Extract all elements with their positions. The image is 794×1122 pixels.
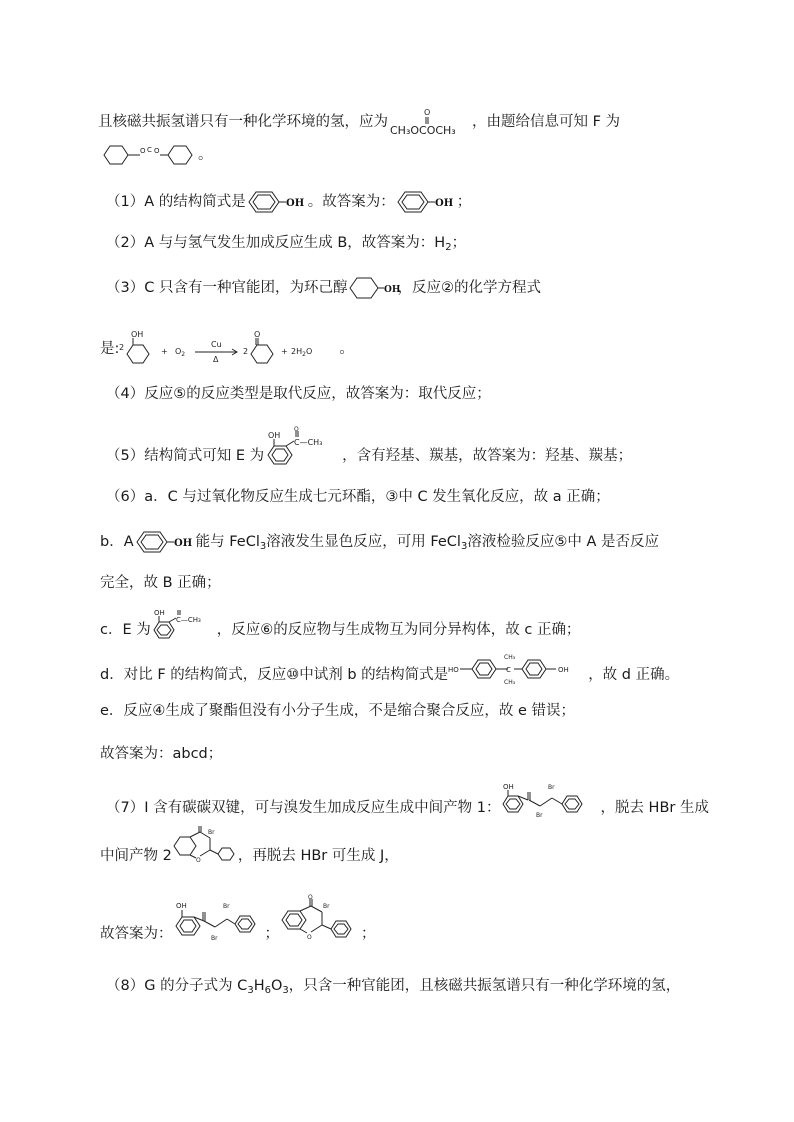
answer-intermediate-1 [173, 896, 265, 944]
q7-line-2 [100, 824, 399, 868]
ans-i1-oh: OH [175, 902, 187, 910]
q6-b-text-5: 完全，故 B 正确； [100, 575, 221, 591]
q1-text-2: 。故答案为： [307, 194, 395, 210]
phenol-structure-answer [395, 189, 457, 215]
q8-sub-3: 3 [282, 985, 289, 996]
q2-sub: 2 [445, 242, 452, 253]
d-ch3-bottom: CH₃ [504, 679, 516, 686]
cyclohexanol-oh: OH [384, 285, 401, 295]
q6-d-text-1: d．对比 F 的结构简式，反应⑩中试剂 b 的结构简式是 [100, 667, 449, 683]
q5-text-1: （5）结构简式可知 E 为 [106, 448, 265, 464]
q6-b-text-1: b．A [100, 534, 134, 550]
intro-line [98, 106, 620, 138]
q3-text-3: 是: [100, 341, 120, 357]
phenol-oh: OH [285, 198, 304, 209]
q8-sub-2: 6 [264, 985, 271, 996]
q6-b-sub-2: 3 [460, 541, 468, 552]
q7-text-2: ，脱去 HBr 生成 [600, 800, 709, 816]
hydroxyacetophenone-structure-c [151, 607, 217, 641]
q7-line [106, 780, 709, 820]
f-o2: O [154, 147, 160, 155]
q8-text-2: H [253, 978, 265, 994]
oxidation-equation [119, 328, 339, 370]
q2-text: （2）A 与与氢气发生加成反应生成 B，故答案为：H [106, 235, 446, 251]
q7-text-1: （7）I 含有碳碳双键，可与溴发生加成反应生成中间产物 1： [106, 800, 501, 816]
q6-answer: 故答案为：abcd； [100, 746, 223, 762]
q6-b-text-2: 能与 FeCl [195, 534, 260, 550]
i1-oh: OH [503, 783, 515, 791]
e-carbonyl-o: O [294, 426, 299, 433]
i1-br-2: Br [548, 784, 556, 791]
q7-answer-line [100, 896, 376, 946]
intermediate-2-structure [172, 824, 238, 868]
q6-b-cont-line [100, 572, 221, 594]
q6-b-line [100, 529, 659, 555]
q7-text-4: ，再脱去 HBr 可生成 J， [237, 848, 399, 864]
q5-text-2: ，含有羟基、羰基，故答案为：羟基、羰基； [342, 448, 633, 464]
methyl-carbonate-structure [388, 106, 472, 138]
q6-e-line [100, 700, 575, 722]
eq-ketone-o: O [254, 330, 261, 339]
eq-reactant-oh: OH [131, 330, 144, 339]
intro-text-1: 且核磁共振氢谱只有一种化学环境的氢，应为 [98, 114, 388, 130]
q6-b-text-3: 溶液发生显色反应，可用 FeCl [266, 534, 461, 550]
d-c: C [506, 666, 512, 674]
ester-formula: CH₃OCOCH₃ [390, 124, 456, 137]
i1-br-1: Br [536, 812, 544, 819]
ans-i1-br-1: Br [210, 935, 218, 942]
q6-b-text-4: 溶液检验反应⑤中 A 是否反应 [467, 534, 659, 550]
q3-line [106, 275, 541, 301]
q7-separator: ； [264, 926, 279, 942]
i2-br: Br [207, 829, 215, 836]
hydroxyacetophenone-structure [264, 428, 342, 468]
q1-end: ； [456, 194, 472, 210]
eq-catalyst: Cu [211, 340, 223, 349]
q2-line [106, 232, 466, 254]
eq-o2: $O_2$ [175, 347, 186, 358]
eq-heat: Δ [213, 355, 219, 364]
q8-text-4: ，只含一种官能团，且核磁共振氢谱只有一种化学环境的氢， [288, 978, 681, 994]
f-structure-line [100, 142, 213, 168]
q1-line [106, 189, 471, 215]
f-end-mark: 。 [198, 147, 213, 163]
phenol-answer-oh: OH [434, 198, 453, 209]
intermediate-1-structure [500, 780, 600, 820]
d-ch3-top: CH₃ [504, 654, 516, 661]
phenol-structure [246, 189, 308, 215]
ans-i2-br: Br [323, 903, 330, 910]
eq-plus-1: + [161, 347, 169, 356]
q4-text: （4）反应⑤的反应类型是取代反应，故答案为：取代反应； [106, 386, 491, 402]
e-acetyl: C—CH₃ [294, 438, 323, 447]
q7-answer-label: 故答案为： [100, 926, 173, 942]
c-acetyl: C—CH₃ [175, 616, 201, 624]
ans-i1-br-2: Br [222, 903, 230, 910]
intro-text-2: ，由题给信息可知 F 为 [472, 114, 621, 130]
q8-text-1: （8）G 的分子式为 C [106, 978, 248, 994]
eq-coef-2: 2 [243, 347, 249, 356]
q1-text-1: （1）A 的结构简式是 [106, 194, 246, 210]
q7-end: ； [361, 926, 376, 942]
q6-d-text-2: ，故 d 正确。 [588, 667, 680, 683]
f-c: C [147, 146, 152, 154]
q6-a-text: （6）a．C 与过氧化物反应生成七元环酯，③中 C 发生氧化反应，故 a 正确； [106, 489, 610, 505]
q2-end: ； [451, 235, 467, 251]
q7-text-3: 中间产物 2 [100, 848, 172, 864]
eq-water: $2H_2O$ [291, 347, 313, 358]
q6-e-text: e．反应④生成了聚酯但没有小分子生成，不是缩合聚合反应，故 e 错误； [100, 703, 576, 719]
carbonyl-o: O [424, 108, 431, 117]
c-oh: OH [153, 609, 165, 617]
q4-line [106, 383, 491, 405]
q6-c-text-2: ，反应⑥的反应物与生成物互为同分异构体，故 c 正确； [216, 622, 581, 638]
diphenyl-carbonate-structure [100, 142, 198, 168]
i2-ring-o: O [195, 857, 201, 864]
q6-c-text-1: c．E 为 [100, 622, 151, 638]
phenol-structure-b [134, 529, 196, 555]
q3-text-2: ，反应②的化学方程式 [397, 280, 541, 296]
q8-line [106, 975, 680, 997]
q6-a-line [106, 486, 610, 508]
ans-i2-ring-o: O [307, 934, 312, 941]
eq-coef-1: 2 [119, 343, 125, 352]
q5-line [106, 428, 632, 468]
q3-text-1: （3）C 只含有一种官能团，为环己醇 [106, 280, 348, 296]
bisphenol-a-structure [448, 652, 588, 686]
q6-c-line [100, 607, 580, 643]
phenol-b-oh: OH [173, 538, 192, 549]
q6-d-line [100, 652, 679, 686]
q3-equation-line [100, 318, 354, 362]
d-ho: HO [448, 666, 459, 674]
q8-text-3: O [270, 978, 283, 994]
eq-plus-2: + [281, 347, 289, 356]
ans-i2-carbonyl-o: O [308, 894, 313, 901]
answer-intermediate-2 [279, 896, 361, 944]
q6-ans-line [100, 743, 222, 765]
q3-end: 。 [339, 341, 354, 357]
f-o1: O [140, 147, 146, 155]
cyclohexanol-structure [347, 275, 401, 301]
q8-sub-1: 3 [247, 985, 254, 996]
d-oh: OH [558, 666, 569, 674]
q6-b-sub-1: 3 [259, 541, 267, 552]
e-oh: OH [268, 431, 281, 440]
